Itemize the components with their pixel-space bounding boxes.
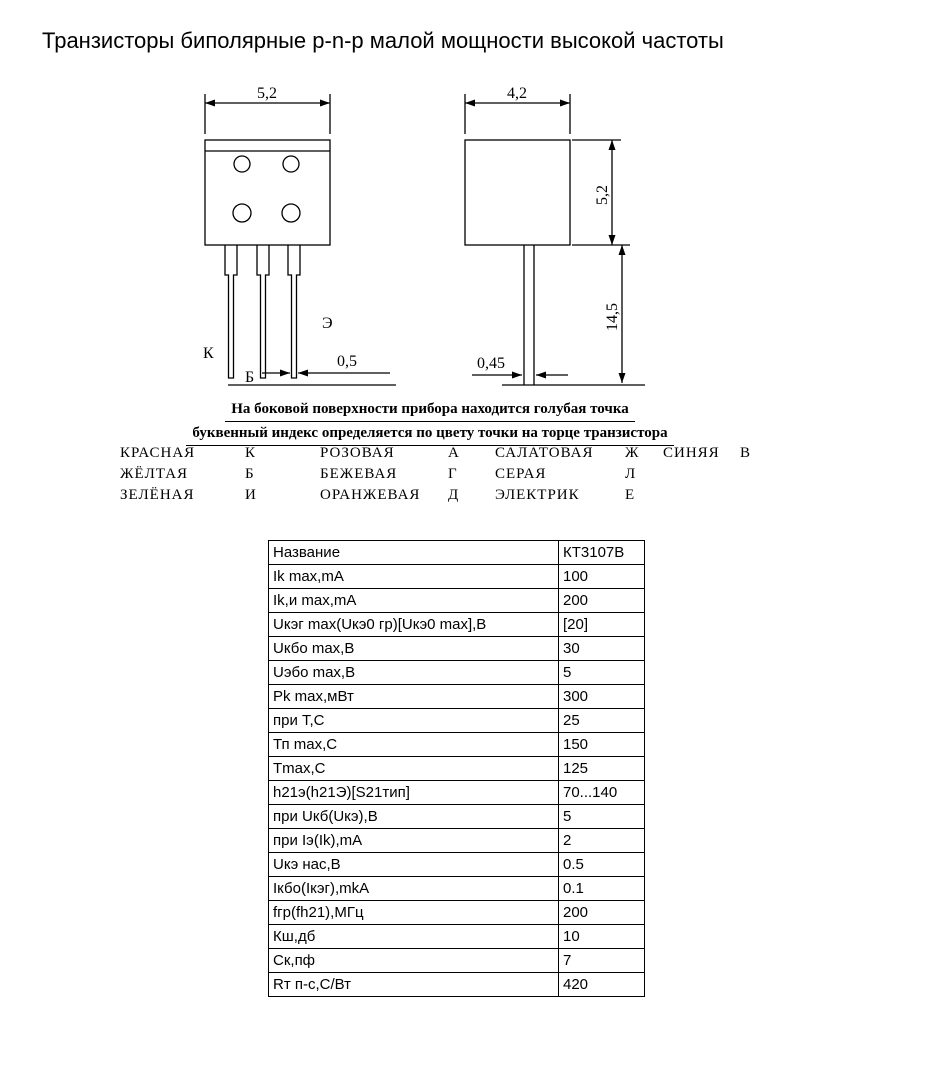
color-row — [320, 443, 460, 464]
color-code: Б — [245, 466, 255, 482]
color-name: ОРАНЖЕВАЯ — [320, 487, 421, 503]
spec-value: [20] — [559, 613, 645, 637]
side-view-drawing — [465, 94, 645, 385]
spec-row — [269, 685, 645, 709]
color-code: К — [245, 445, 257, 461]
spec-value: 150 — [559, 733, 645, 757]
color-group-3 — [495, 443, 639, 506]
dim-front-lead-width-label: 0,5 — [337, 353, 357, 370]
spec-param: при Uкб(Uкэ),В — [269, 805, 559, 829]
color-code: В — [740, 445, 752, 461]
spec-param: h21э(h21Э)[S21тип] — [269, 781, 559, 805]
spec-row — [269, 565, 645, 589]
spec-row — [269, 661, 645, 685]
spec-value: 200 — [559, 589, 645, 613]
spec-row — [269, 589, 645, 613]
spec-value: 0.1 — [559, 877, 645, 901]
color-code: И — [245, 487, 257, 503]
color-row — [120, 443, 257, 464]
spec-param: при Т,С — [269, 709, 559, 733]
spec-value: 100 — [559, 565, 645, 589]
dim-side-height-label: 5,2 — [594, 185, 611, 205]
color-row — [320, 485, 460, 506]
spec-value: 420 — [559, 973, 645, 997]
spec-param: Uэбо max,В — [269, 661, 559, 685]
spec-param: Ik,и max,mA — [269, 589, 559, 613]
spec-value: 200 — [559, 901, 645, 925]
spec-row — [269, 973, 645, 997]
spec-param: Название — [269, 541, 559, 565]
spec-row — [269, 901, 645, 925]
spec-row — [269, 853, 645, 877]
spec-param: Тп max,С — [269, 733, 559, 757]
pin-emitter-label: Э — [322, 315, 333, 332]
spec-param: fгр(fh21),МГц — [269, 901, 559, 925]
package-body-side — [465, 140, 570, 245]
spec-value: 2 — [559, 829, 645, 853]
note-line-2: буквенный индекс определяется по цвету точки на торце транзистора — [100, 422, 760, 446]
spec-param: Ск,пф — [269, 949, 559, 973]
color-code-table — [0, 443, 932, 513]
package-body-front — [205, 140, 330, 245]
dim-side-width-label: 4,2 — [507, 85, 527, 102]
color-name: СИНЯЯ — [663, 445, 720, 461]
color-row — [120, 464, 257, 485]
note-line-1: На боковой поверхности прибора находится голубая точка — [100, 398, 760, 422]
spec-param: Uкбо max,В — [269, 637, 559, 661]
spec-param: при Iэ(Ik),mA — [269, 829, 559, 853]
spec-value: 25 — [559, 709, 645, 733]
page-title: Транзисторы биполярные p-n-p малой мощности высокой частоты — [42, 28, 724, 53]
color-row — [495, 443, 639, 464]
color-group-1 — [120, 443, 257, 506]
pin-base-label: Б — [245, 369, 255, 386]
color-name: БЕЖЕВАЯ — [320, 466, 398, 482]
color-name: ЖЁЛТАЯ — [120, 466, 189, 482]
color-name: КРАСНАЯ — [120, 445, 196, 461]
color-code: Е — [625, 487, 636, 503]
spec-row — [269, 709, 645, 733]
front-view-drawing — [205, 94, 396, 385]
dim-front-width-label: 5,2 — [257, 85, 277, 102]
color-row — [120, 485, 257, 506]
spec-row — [269, 829, 645, 853]
spec-value: 125 — [559, 757, 645, 781]
color-row — [495, 485, 639, 506]
color-name: РОЗОВАЯ — [320, 445, 395, 461]
spec-param: Tmax,С — [269, 757, 559, 781]
spec-row — [269, 613, 645, 637]
spec-param: Uкэг max(Uкэ0 гр)[Uкэ0 max],В — [269, 613, 559, 637]
spec-row — [269, 949, 645, 973]
spec-row — [269, 733, 645, 757]
spec-value: КТ3107В — [559, 541, 645, 565]
color-code: А — [448, 445, 460, 461]
color-row — [663, 443, 751, 464]
spec-value: 5 — [559, 805, 645, 829]
pin-collector-label: К — [203, 345, 214, 362]
color-name: СЕРАЯ — [495, 466, 547, 482]
color-code: Л — [625, 466, 637, 482]
spec-row — [269, 637, 645, 661]
spec-row — [269, 877, 645, 901]
spec-row — [269, 781, 645, 805]
spec-param: Ik max,mA — [269, 565, 559, 589]
spec-param: Iкбо(Iкэг),mkA — [269, 877, 559, 901]
spec-value: 10 — [559, 925, 645, 949]
marking-notes — [100, 398, 760, 446]
color-name: ЗЕЛЁНАЯ — [120, 487, 195, 503]
spec-param: Rт п-с,С/Вт — [269, 973, 559, 997]
color-name: САЛАТОВАЯ — [495, 445, 594, 461]
color-row — [320, 464, 460, 485]
spec-param: Uкэ нас,В — [269, 853, 559, 877]
spec-row — [269, 541, 645, 565]
spec-row — [269, 805, 645, 829]
color-name: ЭЛЕКТРИК — [495, 487, 580, 503]
package-drawings — [0, 70, 932, 415]
color-group-4 — [663, 443, 751, 464]
spec-value: 300 — [559, 685, 645, 709]
spec-value: 5 — [559, 661, 645, 685]
color-code: Ж — [625, 445, 640, 461]
pin-collector — [225, 245, 237, 378]
spec-row — [269, 757, 645, 781]
color-row — [495, 464, 639, 485]
dim-side-lead-width-label: 0,45 — [477, 355, 505, 372]
spec-value: 30 — [559, 637, 645, 661]
spec-param: Кш,дб — [269, 925, 559, 949]
color-group-2 — [320, 443, 460, 506]
color-code: Д — [448, 487, 460, 503]
dim-side-lead-length-label: 14,5 — [604, 303, 621, 331]
pin-emitter — [288, 245, 300, 378]
spec-table — [268, 540, 645, 997]
pin-base — [257, 245, 269, 378]
spec-value: 7 — [559, 949, 645, 973]
color-code: Г — [448, 466, 458, 482]
spec-value: 70...140 — [559, 781, 645, 805]
spec-row — [269, 925, 645, 949]
spec-param: Pk max,мВт — [269, 685, 559, 709]
spec-value: 0.5 — [559, 853, 645, 877]
